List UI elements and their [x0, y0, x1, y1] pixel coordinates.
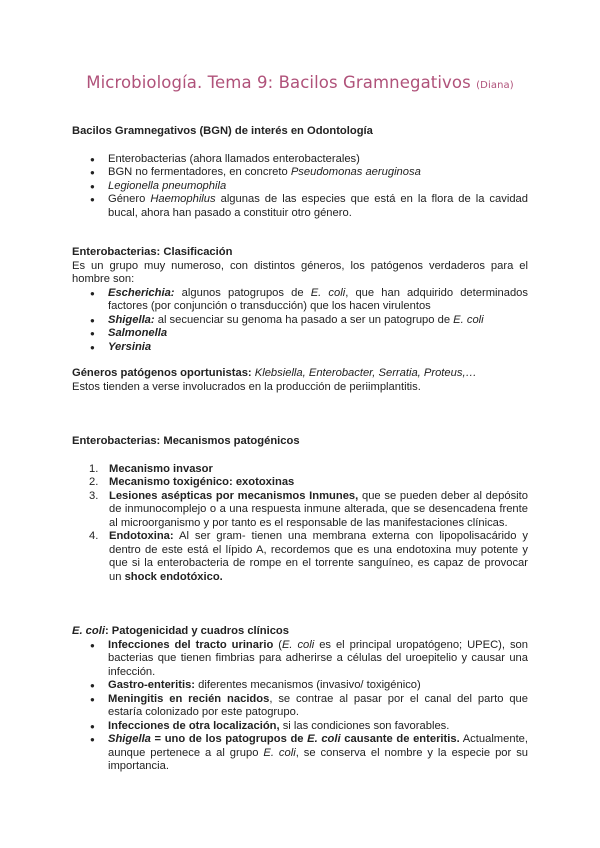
list-item: 4. Endotoxina: Al ser gram- tienen una membrana externa con lipopolisacárido y dentro de este está el lípido A, recordemos que es una endotoxina muy potente y que si la enterobacteria de rompe en el torrente sanguíneo, es capaz de provocar un shock endotóxico. [89, 530, 528, 583]
title-author-note: (Diana) [476, 80, 514, 91]
section-heading: E. coli: Patogenicidad y cuadros clínicos [72, 625, 289, 637]
section-heading: Bacilos Gramnegativos (BGN) de interés en Odontología [72, 125, 373, 137]
list-item: ● Yersinia [108, 341, 528, 355]
title-text: Microbiología. Tema 9: Bacilos Gramnegativos [86, 73, 471, 92]
section-clasificacion [72, 246, 528, 394]
list-item: ● Salmonella [108, 327, 528, 341]
mechanisms-list [72, 463, 528, 585]
list-item: ● Shigella = uno de los patogrupos de E. coli causante de enteritis. Actualmente, aunque pertenece a al grupo E. coli, se conserva el nombre y la especie por su importancia. [108, 733, 528, 774]
paragraph: Géneros patógenos oportunistas: Klebsiella, Enterobacter, Serratia, Proteus,… Estos tienden a verse involucrados en la producción de periimplantitis. [72, 367, 477, 393]
section-ecoli [72, 625, 528, 774]
section-heading: Enterobacterias: Clasificación [72, 246, 233, 258]
section-bgn [72, 125, 528, 220]
list-item: ● BGN no fermentadores, en concreto Pseudomonas aeruginosa [108, 166, 528, 180]
paragraph: Es un grupo muy numeroso, con distintos géneros, los patógenos verdaderos para el hombre son: [72, 259, 528, 285]
section-mecanismos [72, 435, 528, 584]
genera-list [72, 287, 528, 355]
list-item: ● Legionella pneumophila [108, 180, 528, 194]
list-item: 3. Lesiones asépticas por mecanismos Inmunes, que se pueden deber al depósito de inmunocomplejo o a una respuesta inmune alterada, que se desencadena frente al microorganismo y por tanto es el responsable de las manifestaciones clínicas. [89, 489, 528, 529]
list-item: ● Infecciones de otra localización, si las condiciones son favorables. [108, 720, 528, 734]
page-title [0, 73, 600, 92]
list-item: ● Shigella: al secuenciar su genoma ha pasado a ser un patogrupo de E. coli [108, 314, 528, 328]
list-item: ● Género Haemophilus algunas de las especies que está en la flora de la cavidad bucal, ahora han pasado a constituir otro género. [108, 193, 528, 220]
list-item: 2. Mecanismo toxigénico: exotoxinas [89, 476, 295, 488]
list-item: 1. Mecanismo invasor [89, 462, 213, 475]
bgn-list [72, 153, 528, 221]
list-item: ● Infecciones del tracto urinario (E. coli es el principal uropatógeno; UPEC), son bacterias que tienen fimbrias para adherirse a células del uroepitelio y causar una infección. [108, 639, 528, 680]
section-heading: Enterobacterias: Mecanismos patogénicos [72, 435, 300, 447]
list-item: ● Enterobacterias (ahora llamados enterobacterales) [108, 153, 528, 167]
list-item: ● Meningitis en recién nacidos, se contrae al pasar por el canal del parto que estaría colonizado por este patogrupo. [108, 693, 528, 720]
list-item: ● Escherichia: algunos patogrupos de E. coli, que han adquirido determinados factores (por conjunción o transducción) que los hacen virulentos [108, 287, 528, 314]
list-item: ● Gastro-enteritis: diferentes mecanismos (invasivo/ toxigénico) [108, 679, 528, 693]
ecoli-list [72, 639, 528, 774]
